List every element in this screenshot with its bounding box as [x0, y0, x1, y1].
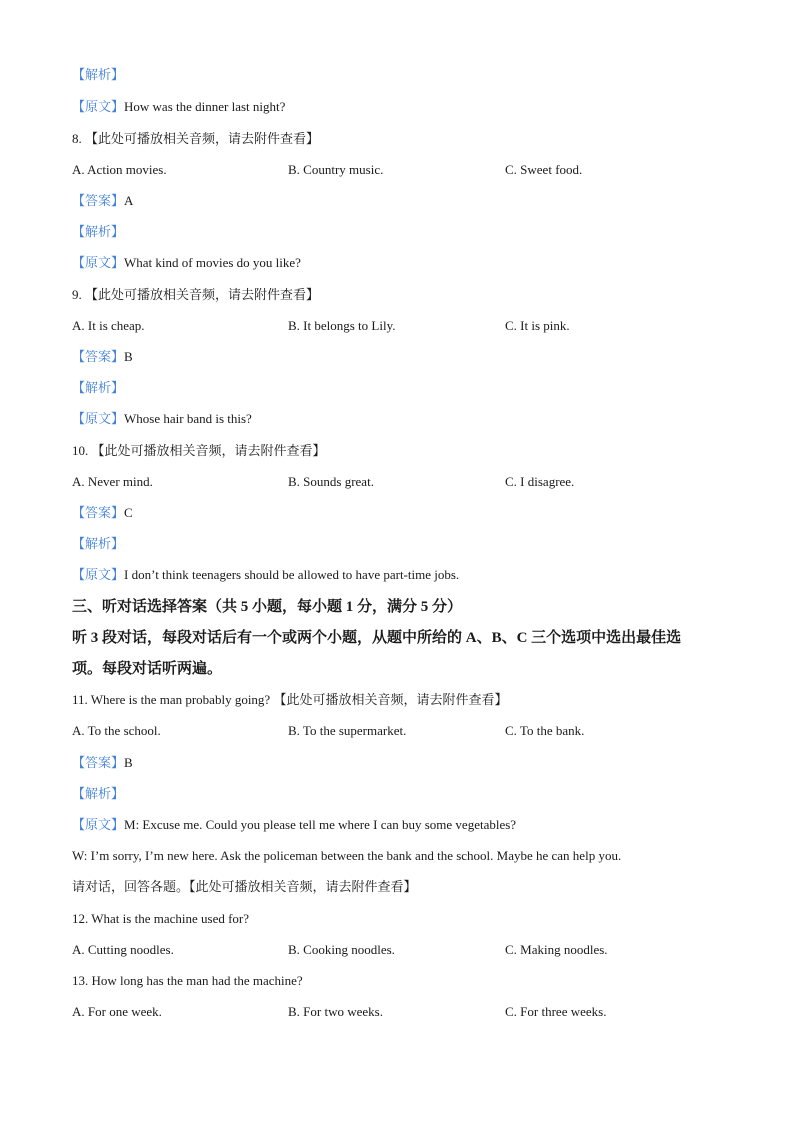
option-b: B. For two weeks. [288, 1004, 383, 1019]
answer-q10: 【答案】C [72, 505, 133, 520]
analysis-label-q10: 【解析】 [72, 536, 125, 551]
option-b: B. It belongs to Lily. [288, 318, 396, 333]
dialog-w-line: W: I’m sorry, I’m new here. Ask the policeman between the bank and the school. Maybe he can help you. [72, 848, 622, 863]
answer-q8: 【答案】A [72, 193, 134, 208]
question-9-stem: 9. 【此处可播放相关音频，请去附件查看】 [72, 287, 320, 302]
original-q8: 【原文】What kind of movies do you like? [72, 255, 301, 270]
original-q7: 【原文】How was the dinner last night? [72, 99, 286, 114]
original-q11: 【原文】M: Excuse me. Could you please tell me where I can buy some vegetables? [72, 817, 517, 832]
answer-q11: 【答案】B [72, 755, 133, 770]
option-a: A. For one week. [72, 1004, 162, 1019]
question-13-stem: 13. How long has the man had the machine? [72, 973, 303, 988]
section-3-title: 三、听对话选择答案（共 5 小题，每小题 1 分，满分 5 分） [72, 599, 463, 615]
option-c: C. I disagree. [505, 474, 575, 489]
option-b: B. Cooking noodles. [288, 942, 395, 957]
dialog-audio-note: 请对话，回答各题。【此处可播放相关音频，请去附件查看】 [72, 879, 417, 894]
option-a: A. To the school. [72, 723, 161, 738]
option-b: B. Country music. [288, 162, 384, 177]
question-10-options [72, 471, 754, 493]
original-q10: 【原文】I don’t think teenagers should be allowed to have part-time jobs. [72, 567, 460, 582]
question-12-stem: 12. What is the machine used for? [72, 911, 250, 926]
answer-q9: 【答案】B [72, 349, 133, 364]
question-10-stem: 10. 【此处可播放相关音频，请去附件查看】 [72, 443, 326, 458]
question-12-options [72, 939, 754, 961]
option-b: B. To the supermarket. [288, 723, 407, 738]
option-c: C. Sweet food. [505, 162, 583, 177]
section-3-instruction-line1: 听 3 段对话，每段对话后有一个或两个小题，从题中所给的 A、B、C 三个选项中选出最佳选 [72, 630, 682, 646]
question-9-options [72, 315, 754, 337]
analysis-label-q11: 【解析】 [72, 786, 125, 801]
option-a: A. It is cheap. [72, 318, 145, 333]
question-13-options [72, 1001, 754, 1023]
option-b: B. Sounds great. [288, 474, 374, 489]
option-c: C. For three weeks. [505, 1004, 607, 1019]
question-8-stem: 8. 【此处可播放相关音频，请去附件查看】 [72, 131, 320, 146]
question-11-stem: 11. Where is the man probably going? 【此处可播放相关音频，请去附件查看】 [72, 692, 508, 707]
analysis-label-q7: 【解析】 [72, 67, 125, 82]
option-a: A. Cutting noodles. [72, 942, 174, 957]
question-8-options [72, 159, 754, 181]
option-a: A. Action movies. [72, 162, 167, 177]
question-11-options [72, 720, 754, 742]
analysis-label-q8: 【解析】 [72, 224, 125, 239]
option-c: C. It is pink. [505, 318, 570, 333]
option-c: C. Making noodles. [505, 942, 608, 957]
analysis-label-q9: 【解析】 [72, 380, 125, 395]
section-3-instruction-line2: 项。每段对话听两遍。 [72, 661, 223, 677]
option-a: A. Never mind. [72, 474, 153, 489]
option-c: C. To the bank. [505, 723, 585, 738]
original-q9: 【原文】Whose hair band is this? [72, 411, 252, 426]
